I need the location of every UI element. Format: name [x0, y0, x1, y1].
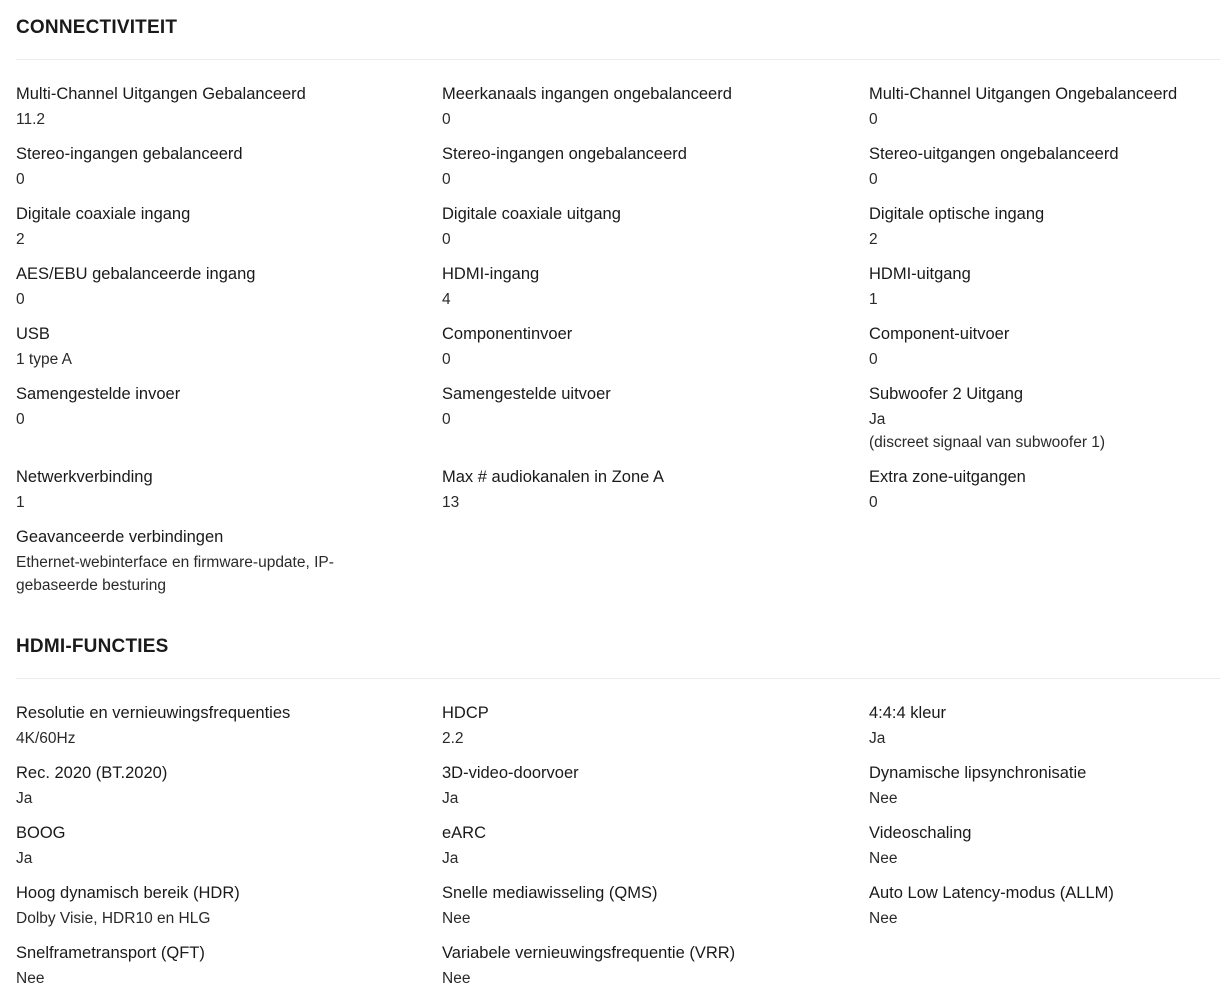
spec-label: Hoog dynamisch bereik (HDR): [16, 884, 240, 902]
spec-item: [869, 702, 1209, 762]
spec-item: [869, 263, 1209, 323]
spec-label: Stereo-ingangen ongebalanceerd: [442, 145, 687, 163]
spec-item: [869, 882, 1209, 942]
spec-item: [869, 762, 1209, 822]
spec-label: BOOG: [16, 824, 66, 842]
spec-label: Dynamische lipsynchronisatie: [869, 764, 1087, 782]
spec-item: [16, 203, 442, 263]
spec-item: [16, 263, 442, 323]
spec-label: Componentinvoer: [442, 325, 573, 343]
spec-value: Ja: [16, 790, 33, 807]
spec-value: 1: [16, 494, 25, 511]
spec-item: [442, 466, 869, 526]
spec-label: Multi-Channel Uitgangen Ongebalanceerd: [869, 85, 1178, 103]
spec-item: [16, 323, 442, 383]
spec-value: 0: [869, 351, 878, 368]
spec-item: [442, 323, 869, 383]
hdmi-functions-section: [16, 635, 1220, 1002]
spec-value: Ja: [869, 411, 886, 428]
spec-item: [442, 882, 869, 942]
spec-label: Multi-Channel Uitgangen Gebalanceerd: [16, 85, 306, 103]
spec-value: 0: [442, 171, 451, 188]
spec-item: [442, 942, 869, 1002]
spec-item: [16, 143, 442, 203]
spec-value: Nee: [869, 850, 898, 867]
spec-value: 0: [442, 231, 451, 248]
spec-item: [869, 323, 1209, 383]
spec-label: HDCP: [442, 704, 489, 722]
spec-item: [869, 143, 1209, 203]
section-divider: [16, 678, 1220, 679]
spec-label: Digitale coaxiale ingang: [16, 205, 191, 223]
connectivity-spec-grid: [16, 83, 1220, 609]
spec-label: Samengestelde invoer: [16, 385, 181, 403]
spec-label: Digitale optische ingang: [869, 205, 1045, 223]
spec-item: [442, 263, 869, 323]
spec-value: 13: [442, 494, 460, 511]
spec-item: [442, 383, 869, 466]
spec-item: [442, 83, 869, 143]
spec-value: 0: [16, 171, 25, 188]
section-divider: [16, 59, 1220, 60]
spec-value: Ja: [869, 730, 886, 747]
spec-item: [16, 702, 442, 762]
spec-item: [16, 942, 442, 1002]
spec-label: Snelle mediawisseling (QMS): [442, 884, 658, 902]
spec-item: [869, 383, 1209, 466]
spec-label: Meerkanaals ingangen ongebalanceerd: [442, 85, 732, 103]
spec-item: [16, 882, 442, 942]
spec-label: Rec. 2020 (BT.2020): [16, 764, 168, 782]
spec-item: [16, 822, 442, 882]
hdmi-section-title: HDMI-FUNCTIES: [16, 636, 169, 657]
spec-label: 4:4:4 kleur: [869, 704, 947, 722]
spec-value: 0: [869, 171, 878, 188]
spec-value: 0: [16, 291, 25, 308]
spec-label: HDMI-uitgang: [869, 265, 971, 283]
spec-item: [16, 383, 442, 466]
spec-item: [442, 143, 869, 203]
spec-label: Snelframetransport (QFT): [16, 944, 205, 962]
spec-label: Digitale coaxiale uitgang: [442, 205, 621, 223]
spec-label: Subwoofer 2 Uitgang: [869, 385, 1024, 403]
spec-value: 4: [442, 291, 451, 308]
spec-value: Nee: [869, 910, 898, 927]
spec-value: 4K/60Hz: [16, 730, 76, 747]
spec-value: 0: [869, 494, 878, 511]
spec-label: Videoschaling: [869, 824, 972, 842]
spec-item: [16, 466, 442, 526]
spec-label: Resolutie en vernieuwingsfrequenties: [16, 704, 291, 722]
spec-value: 11.2: [16, 111, 46, 128]
spec-label: Variabele vernieuwingsfrequentie (VRR): [442, 944, 736, 962]
spec-value: 0: [442, 351, 451, 368]
spec-label: Extra zone-uitgangen: [869, 468, 1026, 486]
spec-value: 0: [16, 411, 25, 428]
spec-item: [16, 526, 442, 609]
hdmi-spec-grid: [16, 702, 1220, 1002]
spec-label: Samengestelde uitvoer: [442, 385, 611, 403]
spec-item: [442, 203, 869, 263]
spec-item: [442, 702, 869, 762]
spec-value: 0: [442, 411, 451, 428]
spec-item: [869, 203, 1209, 263]
spec-label: eARC: [442, 824, 487, 842]
spec-value: 2.2: [442, 730, 464, 747]
spec-label: Stereo-uitgangen ongebalanceerd: [869, 145, 1119, 163]
spec-note: (discreet signaal van subwoofer 1): [869, 434, 1106, 451]
spec-label: Geavanceerde verbindingen: [16, 528, 224, 546]
spec-label: HDMI-ingang: [442, 265, 540, 283]
spec-item: [869, 83, 1209, 143]
spec-item: [16, 762, 442, 822]
spec-item: [16, 83, 442, 143]
spec-value: 2: [869, 231, 878, 248]
spec-value: Ja: [442, 850, 459, 867]
spec-value: Ja: [442, 790, 459, 807]
connectivity-section-title: CONNECTIVITEIT: [16, 17, 178, 38]
spec-value: Nee: [442, 910, 471, 927]
spec-label: Max # audiokanalen in Zone A: [442, 468, 664, 486]
spec-item: [442, 762, 869, 822]
spec-label: Stereo-ingangen gebalanceerd: [16, 145, 243, 163]
connectivity-section: [16, 16, 1220, 609]
spec-label: 3D-video-doorvoer: [442, 764, 579, 782]
spec-value: Nee: [869, 790, 898, 807]
spec-item: [869, 822, 1209, 882]
spec-value: Ethernet-webinterface en firmware-update, IP-gebaseerde besturing: [16, 554, 334, 594]
spec-value: 0: [442, 111, 451, 128]
spec-label: AES/EBU gebalanceerde ingang: [16, 265, 256, 283]
spec-value: Nee: [442, 970, 471, 987]
spec-item: [442, 822, 869, 882]
spec-value: 2: [16, 231, 25, 248]
spec-label: Auto Low Latency-modus (ALLM): [869, 884, 1114, 902]
spec-value: 0: [869, 111, 878, 128]
spec-label: Netwerkverbinding: [16, 468, 153, 486]
spec-value: Nee: [16, 970, 45, 987]
spec-value: Ja: [16, 850, 33, 867]
spec-label: Component-uitvoer: [869, 325, 1010, 343]
spec-item: [869, 466, 1209, 526]
spec-label: USB: [16, 325, 50, 343]
spec-value: Dolby Visie, HDR10 en HLG: [16, 910, 211, 927]
spec-value: 1: [869, 291, 878, 308]
spec-value: 1 type A: [16, 351, 73, 368]
